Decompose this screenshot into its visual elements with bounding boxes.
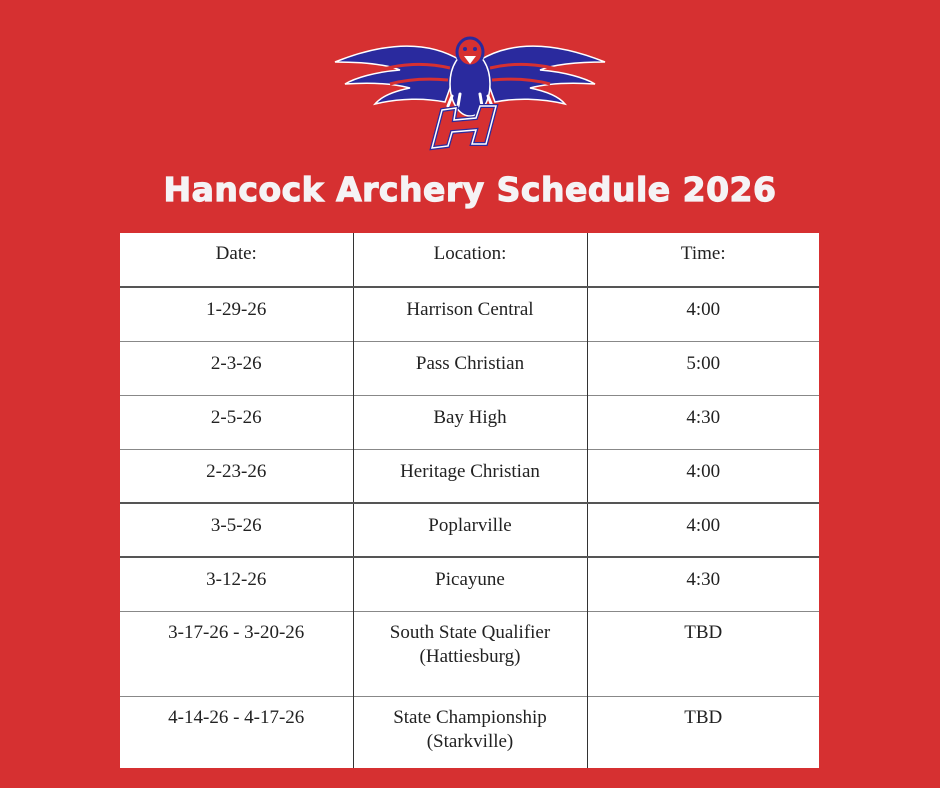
table-header-row xyxy=(120,233,819,287)
cell-time: 5:00 xyxy=(686,352,721,374)
table-row xyxy=(120,503,819,557)
header-date: Date: xyxy=(120,233,353,287)
cell-date: 2-5-26 xyxy=(120,395,353,449)
cell-location: Picayune xyxy=(353,557,587,611)
cell-date: 2-3-26 xyxy=(120,341,353,395)
table-row xyxy=(120,341,819,395)
table-row xyxy=(120,287,819,341)
location-city: (Starkville) xyxy=(426,730,514,752)
cell-location: Harrison Central xyxy=(353,287,587,341)
cell-date: 3-5-26 xyxy=(120,503,353,557)
cell-location: Poplarville xyxy=(353,503,587,557)
cell-location: Bay High xyxy=(353,395,587,449)
schedule-table xyxy=(120,233,819,768)
cell-location xyxy=(353,611,587,696)
location-city: (Hattiesburg) xyxy=(419,645,521,667)
cell-date: 4-14-26 - 4-17-26 xyxy=(120,696,353,768)
cell-time: TBD xyxy=(684,621,723,643)
location-name: South State Qualifier xyxy=(389,621,551,643)
hawk-mascot-icon xyxy=(330,32,610,154)
cell-time: 4:30 xyxy=(686,406,721,428)
cell-location xyxy=(353,696,587,768)
table-row xyxy=(120,449,819,503)
cell-date: 3-17-26 - 3-20-26 xyxy=(120,611,353,696)
cell-time: 4:00 xyxy=(686,515,721,536)
cell-time: 4:00 xyxy=(686,460,721,482)
cell-date: 1-29-26 xyxy=(120,287,353,341)
cell-location: Pass Christian xyxy=(353,341,587,395)
cell-time: 4:30 xyxy=(686,569,721,590)
header-location: Location: xyxy=(353,233,587,287)
cell-date: 2-23-26 xyxy=(120,449,353,503)
location-name: State Championship xyxy=(393,706,547,728)
table-row xyxy=(120,611,819,696)
page-title: Hancock Archery Schedule 2026 xyxy=(163,170,777,209)
header-time: Time: xyxy=(680,243,726,264)
table-row xyxy=(120,395,819,449)
cell-location: Heritage Christian xyxy=(353,449,587,503)
cell-date: 3-12-26 xyxy=(120,557,353,611)
table-row xyxy=(120,696,819,768)
cell-time: 4:00 xyxy=(686,299,721,320)
cell-time: TBD xyxy=(684,706,723,728)
table-row xyxy=(120,557,819,611)
